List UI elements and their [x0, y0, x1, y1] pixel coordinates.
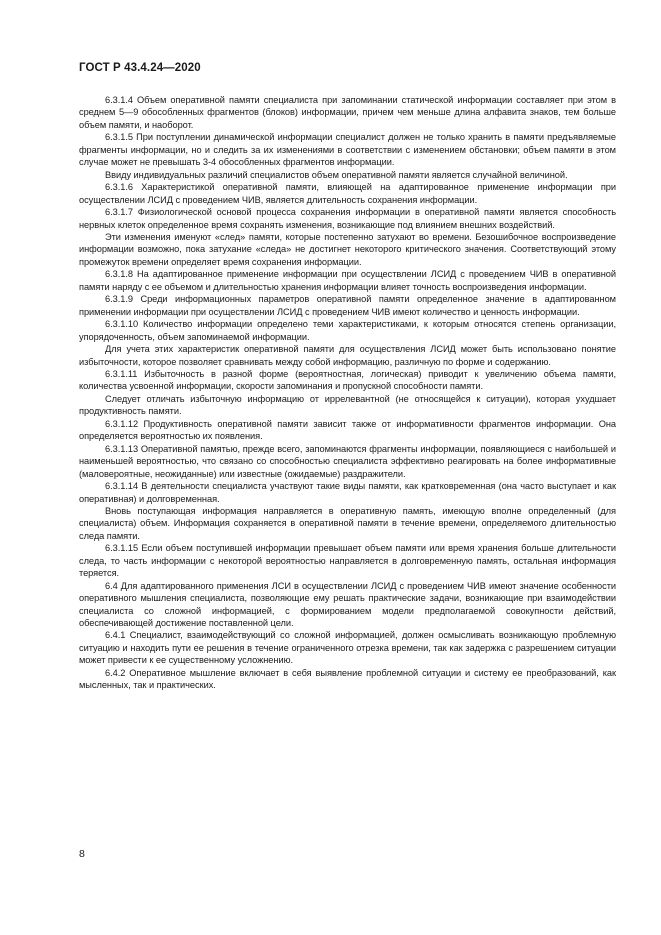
paragraph: Следует отличать избыточную информацию от иррелевантной (не относящейся к ситуации), которая ухудшает продуктивность памяти.: [79, 393, 616, 417]
paragraph: Эти изменения именуют «след» памяти, которые постепенно затухают во времени. Безошибочное воспроизведение информации возможно, пока затухание «следа» не достигнет некоторого критического значения. Соответствующий этому промежуток времени определяет время сохранения информации.: [79, 231, 616, 267]
paragraph-6-3-1-8: 6.3.1.8 На адаптированное применение информации при осуществлении ЛСИД с проведением ЧИВ в оперативной памяти наряду с ее объемом и длительностью хранения информации влияет точность воспроизведения информации.: [79, 269, 616, 292]
paragraph-6-3-1-11: 6.3.1.11 Избыточность в разной форме (вероятностная, логическая) приводит к увеличению объема памяти, количества усвоенной информации, скорости запоминания и пропускной способности памяти.: [79, 368, 616, 392]
paragraph-6-3-1-6: 6.3.1.6 Характеристикой оперативной памяти, влияющей на адаптированное применение информации при осуществлении ЛСИД с проведением ЧИВ, является длительность сохранения информации.: [79, 182, 616, 205]
paragraph-6-3-1-12: 6.3.1.12 Продуктивность оперативной памяти зависит также от информативности фрагментов информации. Она определяется вероятностью их появления.: [79, 418, 616, 442]
paragraph-6-4-2: 6.4.2 Оперативное мышление включает в себя выявление проблемной ситуации и систему ее преобразований, как мысленных, так и практических.: [79, 667, 616, 691]
paragraph-6-3-1-14: 6.3.1.14 В деятельности специалиста участвуют такие виды памяти, как кратковременная (она часто выступает и как оперативная) и долговременная.: [79, 481, 616, 504]
paragraph-6-4: 6.4 Для адаптированного применения ЛСИ в осуществлении ЛСИД с проведением ЧИВ имеют значение особенности оперативного мышления специалиста, позволяющие ему решать практические задачи, возникающие при взаимодействии специалиста со сложной информацией, с формированием модели предполагаемой совокупности действий, обеспечивающей достижение поставленной цели.: [79, 580, 616, 629]
paragraph-6-3-1-9: 6.3.1.9 Среди информационных параметров оперативной памяти определенное значение в адаптированном применении информации при осуществлении ЛСИД с проведением ЧИВ имеют количество и ценность информации.: [79, 294, 616, 317]
paragraph: Вновь поступающая информация направляется в оперативную память, имеющую вполне определенный (для специалиста) объем. Информация сохраняется в оперативной памяти в течение времени, определяемого длительностью следа памяти.: [79, 505, 616, 541]
paragraph-6-4-1: 6.4.1 Специалист, взаимодействующий со сложной информацией, должен осмысливать возникающую проблемную ситуацию и находить пути ее решения в течение ограниченного отрезка времени, так как задержка с разрешением ситуации может привести к ее существенному усложнению.: [79, 630, 616, 666]
document-header: ГОСТ Р 43.4.24—2020: [79, 62, 201, 74]
document-body: [79, 94, 616, 692]
paragraph: Для учета этих характеристик оперативной памяти для осуществления ЛСИД может быть использовано понятие избыточности, которое позволяет сравнивать между собой информацию, различную по форме и содержанию.: [79, 344, 616, 367]
paragraph-6-3-1-13: 6.3.1.13 Оперативной памятью, прежде всего, запоминаются фрагменты информации, появляющиеся с наибольшей и наименьшей вероятностью, что связано со способностью специалиста эффективно реагировать на более информативные (маловероятные, неожиданные) или известные (ожидаемые) раздражители.: [79, 443, 616, 479]
paragraph: Ввиду индивидуальных различий специалистов объем оперативной памяти является случайной величиной.: [105, 169, 568, 180]
paragraph-6-3-1-7: 6.3.1.7 Физиологической основой процесса сохранения информации в оперативной памяти является способность нервных клеток определенное время сохранять изменения, возникающие под влиянием внешних воздействий.: [79, 207, 616, 230]
paragraph-6-3-1-10: 6.3.1.10 Количество информации определено теми характеристиками, к которым относятся степень организации, упорядоченность, объем запоминаемой информации.: [79, 319, 616, 342]
paragraph-6-3-1-5: 6.3.1.5 При поступлении динамической информации специалист должен не только хранить в памяти предъявляемые фрагменты информации, но и следить за их изменениями в соответствии с изменением обстановки; объем памяти в этом случае может не превышать 3-4 обособленных фрагментов информации.: [79, 132, 616, 168]
page-number: 8: [79, 848, 85, 860]
paragraph-6-3-1-4: 6.3.1.4 Объем оперативной памяти специалиста при запоминании статической информации составляет при этом в среднем 5—9 обособленных фрагментов (блоков) информации, причем чем меньше длина алфавита знаков, тем больше объем памяти, и наоборот.: [79, 95, 616, 130]
paragraph-6-3-1-15: 6.3.1.15 Если объем поступившей информации превышает объем памяти или время хранения больше длительности следа, то часть информации с некоторой вероятностью направляется в долговременную память, остальная информация теряется.: [79, 543, 616, 579]
